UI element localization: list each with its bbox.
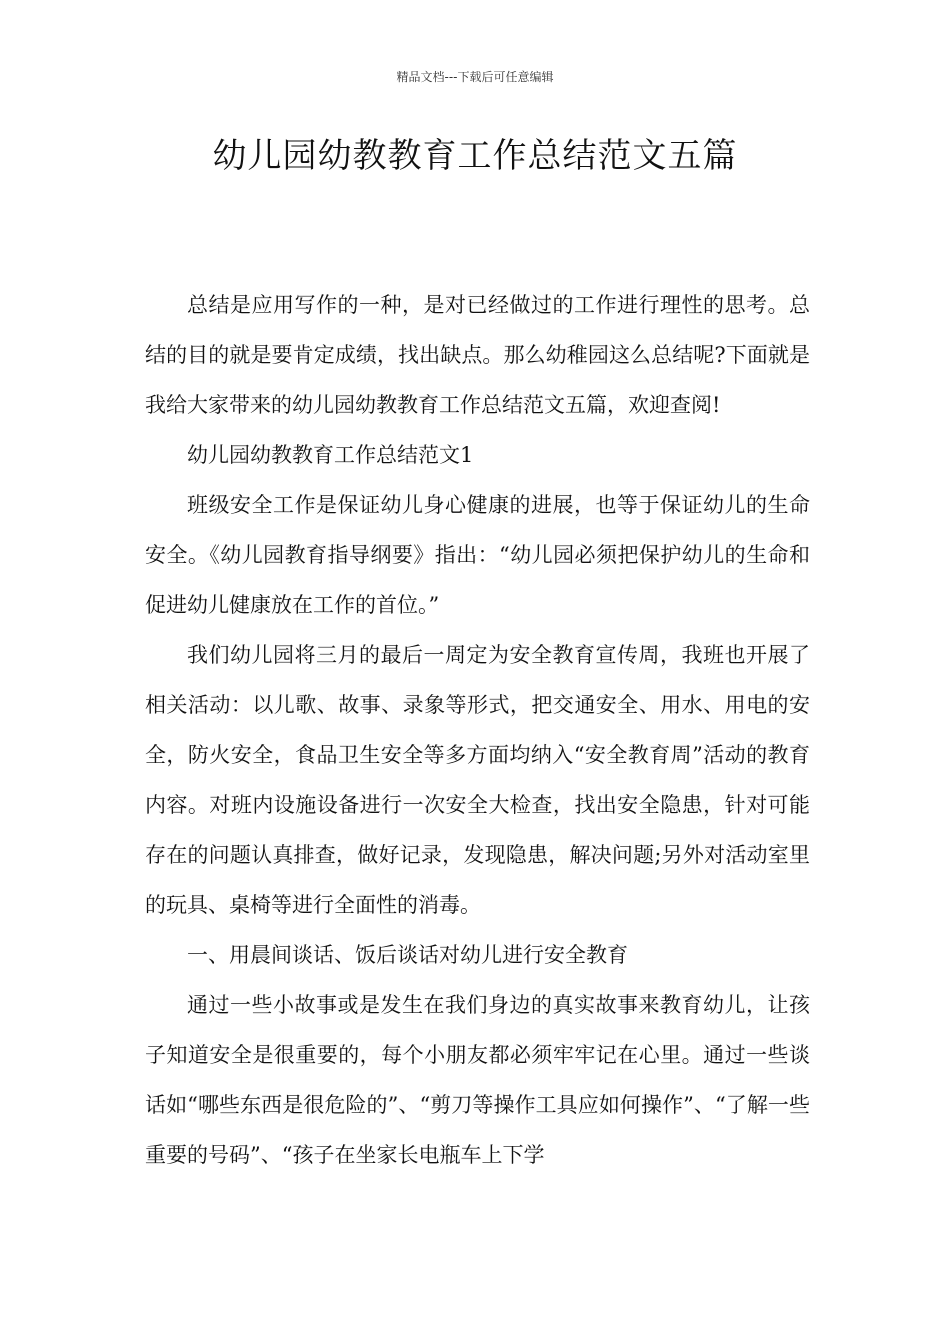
body-paragraph: 班级安全工作是保证幼儿身心健康的进展，也等于保证幼儿的生命安全。《幼儿园教育指导纲要》指出：“幼儿园必须把保护幼儿的生命和促进幼儿健康放在工作的首位。” (145, 493, 810, 617)
subsection-heading: 一、用晨间谈话、饭后谈话对幼儿进行安全教育 (187, 943, 628, 967)
header-note: 精品文档---下载后可任意编辑 (396, 70, 554, 84)
body-paragraph: 我们幼儿园将三月的最后一周定为安全教育宣传周，我班也开展了相关活动：以儿歌、故事、录象等形式，把交通安全、用水、用电的安全，防火安全，食品卫生安全等多方面均纳入“安全教育周”活动的教育内容。对班内设施设备进行一次安全大检查，找出安全隐患，针对可能存在的问题认真排查，做好记录，发现隐患，解决问题;另外对活动室里的玩具、桌椅等进行全面性的消毒。 (145, 643, 810, 917)
body-paragraph: 通过一些小故事或是发生在我们身边的真实故事来教育幼儿，让孩子知道安全是很重要的，每个小朋友都必须牢牢记在心里。通过一些谈话如“哪些东西是很危险的”、“剪刀等操作工具应如何操作”、“了解一些重要的号码”、“孩子在坐家长电瓶车上下学 (145, 993, 810, 1167)
document-body (145, 280, 810, 1180)
intro-paragraph: 总结是应用写作的一种，是对已经做过的工作进行理性的思考。总结的目的就是要肯定成绩，找出缺点。那么幼稚园这么总结呢?下面就是我给大家带来的幼儿园幼教教育工作总结范文五篇，欢迎查阅! (145, 293, 810, 417)
section-heading-sample-1: 幼儿园幼教教育工作总结范文1 (187, 443, 474, 467)
document-title: 幼儿园幼教教育工作总结范文五篇 (212, 136, 738, 176)
